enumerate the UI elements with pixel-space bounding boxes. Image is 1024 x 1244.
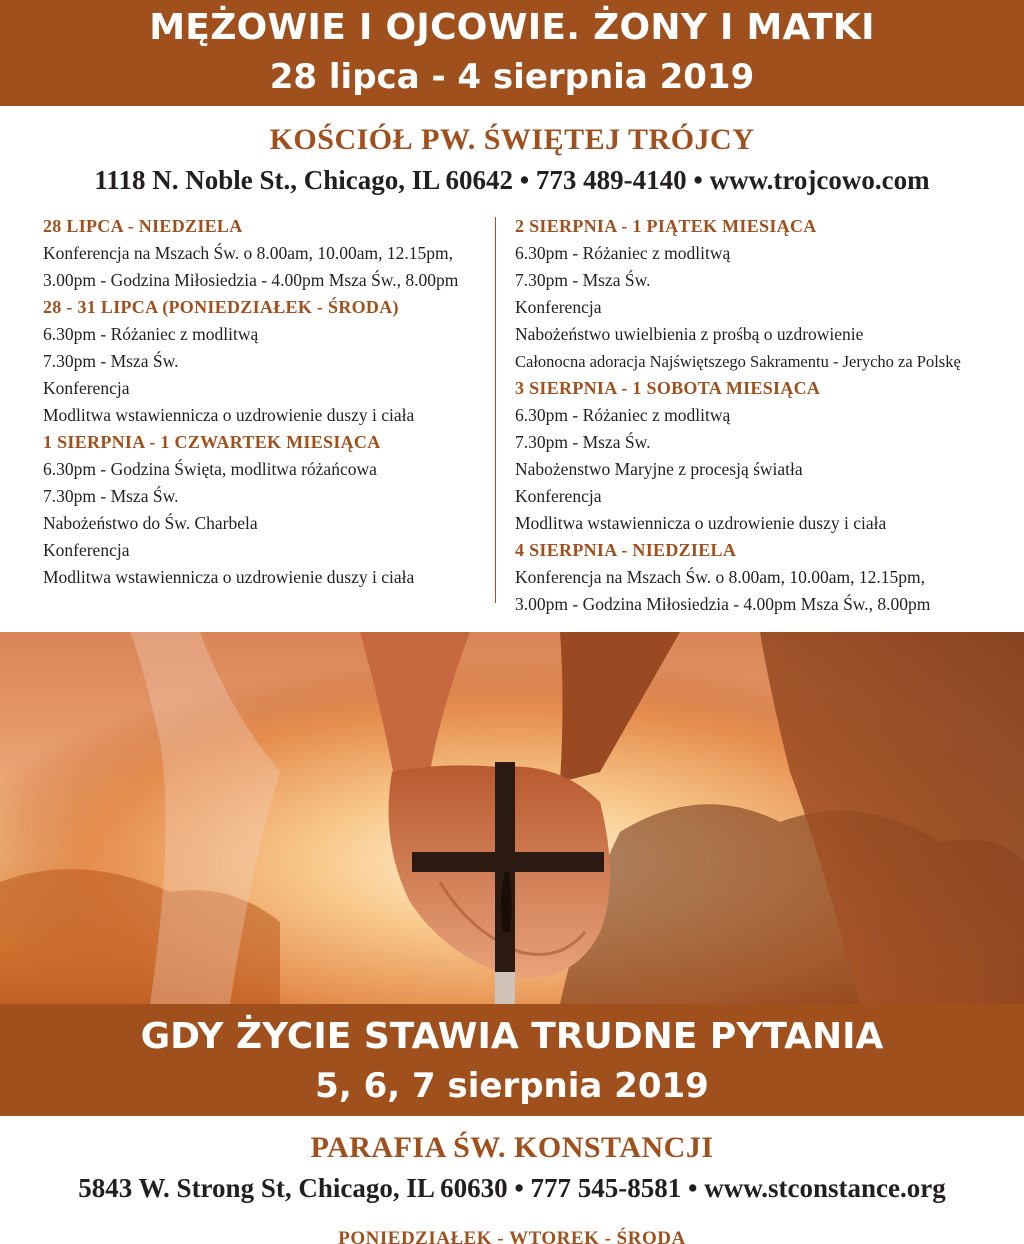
schedule-line: Konferencja <box>515 486 602 506</box>
crucifix-hands-photo <box>0 632 1024 1004</box>
event2-dates: 5, 6, 7 sierpnia 2019 <box>315 1066 709 1106</box>
schedule-right-column <box>515 213 1010 618</box>
event2-title: GDY ŻYCIE STAWIA TRUDNE PYTANIA <box>140 1016 884 1057</box>
parish-address: 5843 W. Strong St, Chicago, IL 60630 • 777 545-8581 • www.stconstance.org <box>78 1173 946 1203</box>
top-title-banner <box>0 0 1024 106</box>
schedule-day-heading: 4 SIERPNIA - NIEDZIELA <box>515 540 737 560</box>
schedule-line: 7.30pm - Msza Św. <box>515 432 651 452</box>
schedule-line: 3.00pm - Godzina Miłosiedzia - 4.00pm Msza Św., 8.00pm <box>515 594 931 614</box>
schedule-line: 7.30pm - Msza Św. <box>43 486 179 506</box>
schedule-line: Nabożenstwo Maryjne z procesją światła <box>515 459 803 479</box>
schedule-day-heading: 28 LIPCA - NIEDZIELA <box>43 216 243 236</box>
church-address: 1118 N. Noble St., Chicago, IL 60642 • 773 489-4140 • www.trojcowo.com <box>94 165 930 195</box>
crucifix-holding-hands-icon <box>0 632 1024 1004</box>
event1-dates: 28 lipca - 4 sierpnia 2019 <box>269 57 755 97</box>
event1-title: MĘŻOWIE I OJCOWIE. ŻONY I MATKI <box>149 7 875 48</box>
schedule-line: 7.30pm - Msza Św. <box>515 270 651 290</box>
schedule-line: Nabożeństwo do Św. Charbela <box>43 513 258 533</box>
schedule-day-heading: 28 - 31 LIPCA (PONIEDZIAŁEK - ŚRODA) <box>43 297 399 317</box>
schedule-line: Konferencja <box>43 378 130 398</box>
schedule-line: Konferencja <box>515 297 602 317</box>
schedule-line: Konferencja na Mszach Św. o 8.00am, 10.00am, 12.15pm, <box>515 567 926 587</box>
schedule-day-heading: 2 SIERPNIA - 1 PIĄTEK MIESIĄCA <box>515 216 817 236</box>
column-divider <box>495 217 496 603</box>
schedule-line: Nabożeństwo uwielbienia z prośbą o uzdrowienie <box>515 324 864 344</box>
schedule-line: Konferencja <box>43 540 130 560</box>
schedule-left-column <box>43 213 493 591</box>
second-title-banner <box>0 1004 1024 1116</box>
schedule-line: 6.30pm - Różaniec z modlitwą <box>43 324 259 344</box>
church-name: KOŚCIÓŁ PW. ŚWIĘTEJ TRÓJCY <box>269 123 755 156</box>
schedule-line: 3.00pm - Godzina Miłosiedzia - 4.00pm Msza Św., 8.00pm <box>43 270 459 290</box>
schedule-line: Modlitwa wstawiennicza o uzdrowienie duszy i ciała <box>43 405 415 425</box>
schedule-line: 6.30pm - Różaniec z modlitwą <box>515 405 731 425</box>
parish-name: PARAFIA ŚW. KONSTANCJI <box>310 1131 714 1164</box>
schedule-day-heading: 3 SIERPNIA - 1 SOBOTA MIESIĄCA <box>515 378 821 398</box>
schedule-day-heading: 1 SIERPNIA - 1 CZWARTEK MIESIĄCA <box>43 432 381 452</box>
schedule-line: 7.30pm - Msza Św. <box>43 351 179 371</box>
schedule-line: Modlitwa wstawiennicza o uzdrowienie duszy i ciała <box>43 567 415 587</box>
schedule-line: Całonocna adoracja Najświętszego Sakramentu - Jerycho za Polskę <box>515 352 961 371</box>
event2-days-heading: PONIEDZIAŁEK - WTOREK - ŚRODA <box>338 1228 686 1244</box>
schedule-line: Konferencja na Mszach Św. o 8.00am, 10.00am, 12.15pm, <box>43 243 454 263</box>
schedule-line: 6.30pm - Różaniec z modlitwą <box>515 243 731 263</box>
schedule-line: 6.30pm - Godzina Święta, modlitwa różańcowa <box>43 459 377 479</box>
schedule-line: Modlitwa wstawiennicza o uzdrowienie duszy i ciała <box>515 513 887 533</box>
